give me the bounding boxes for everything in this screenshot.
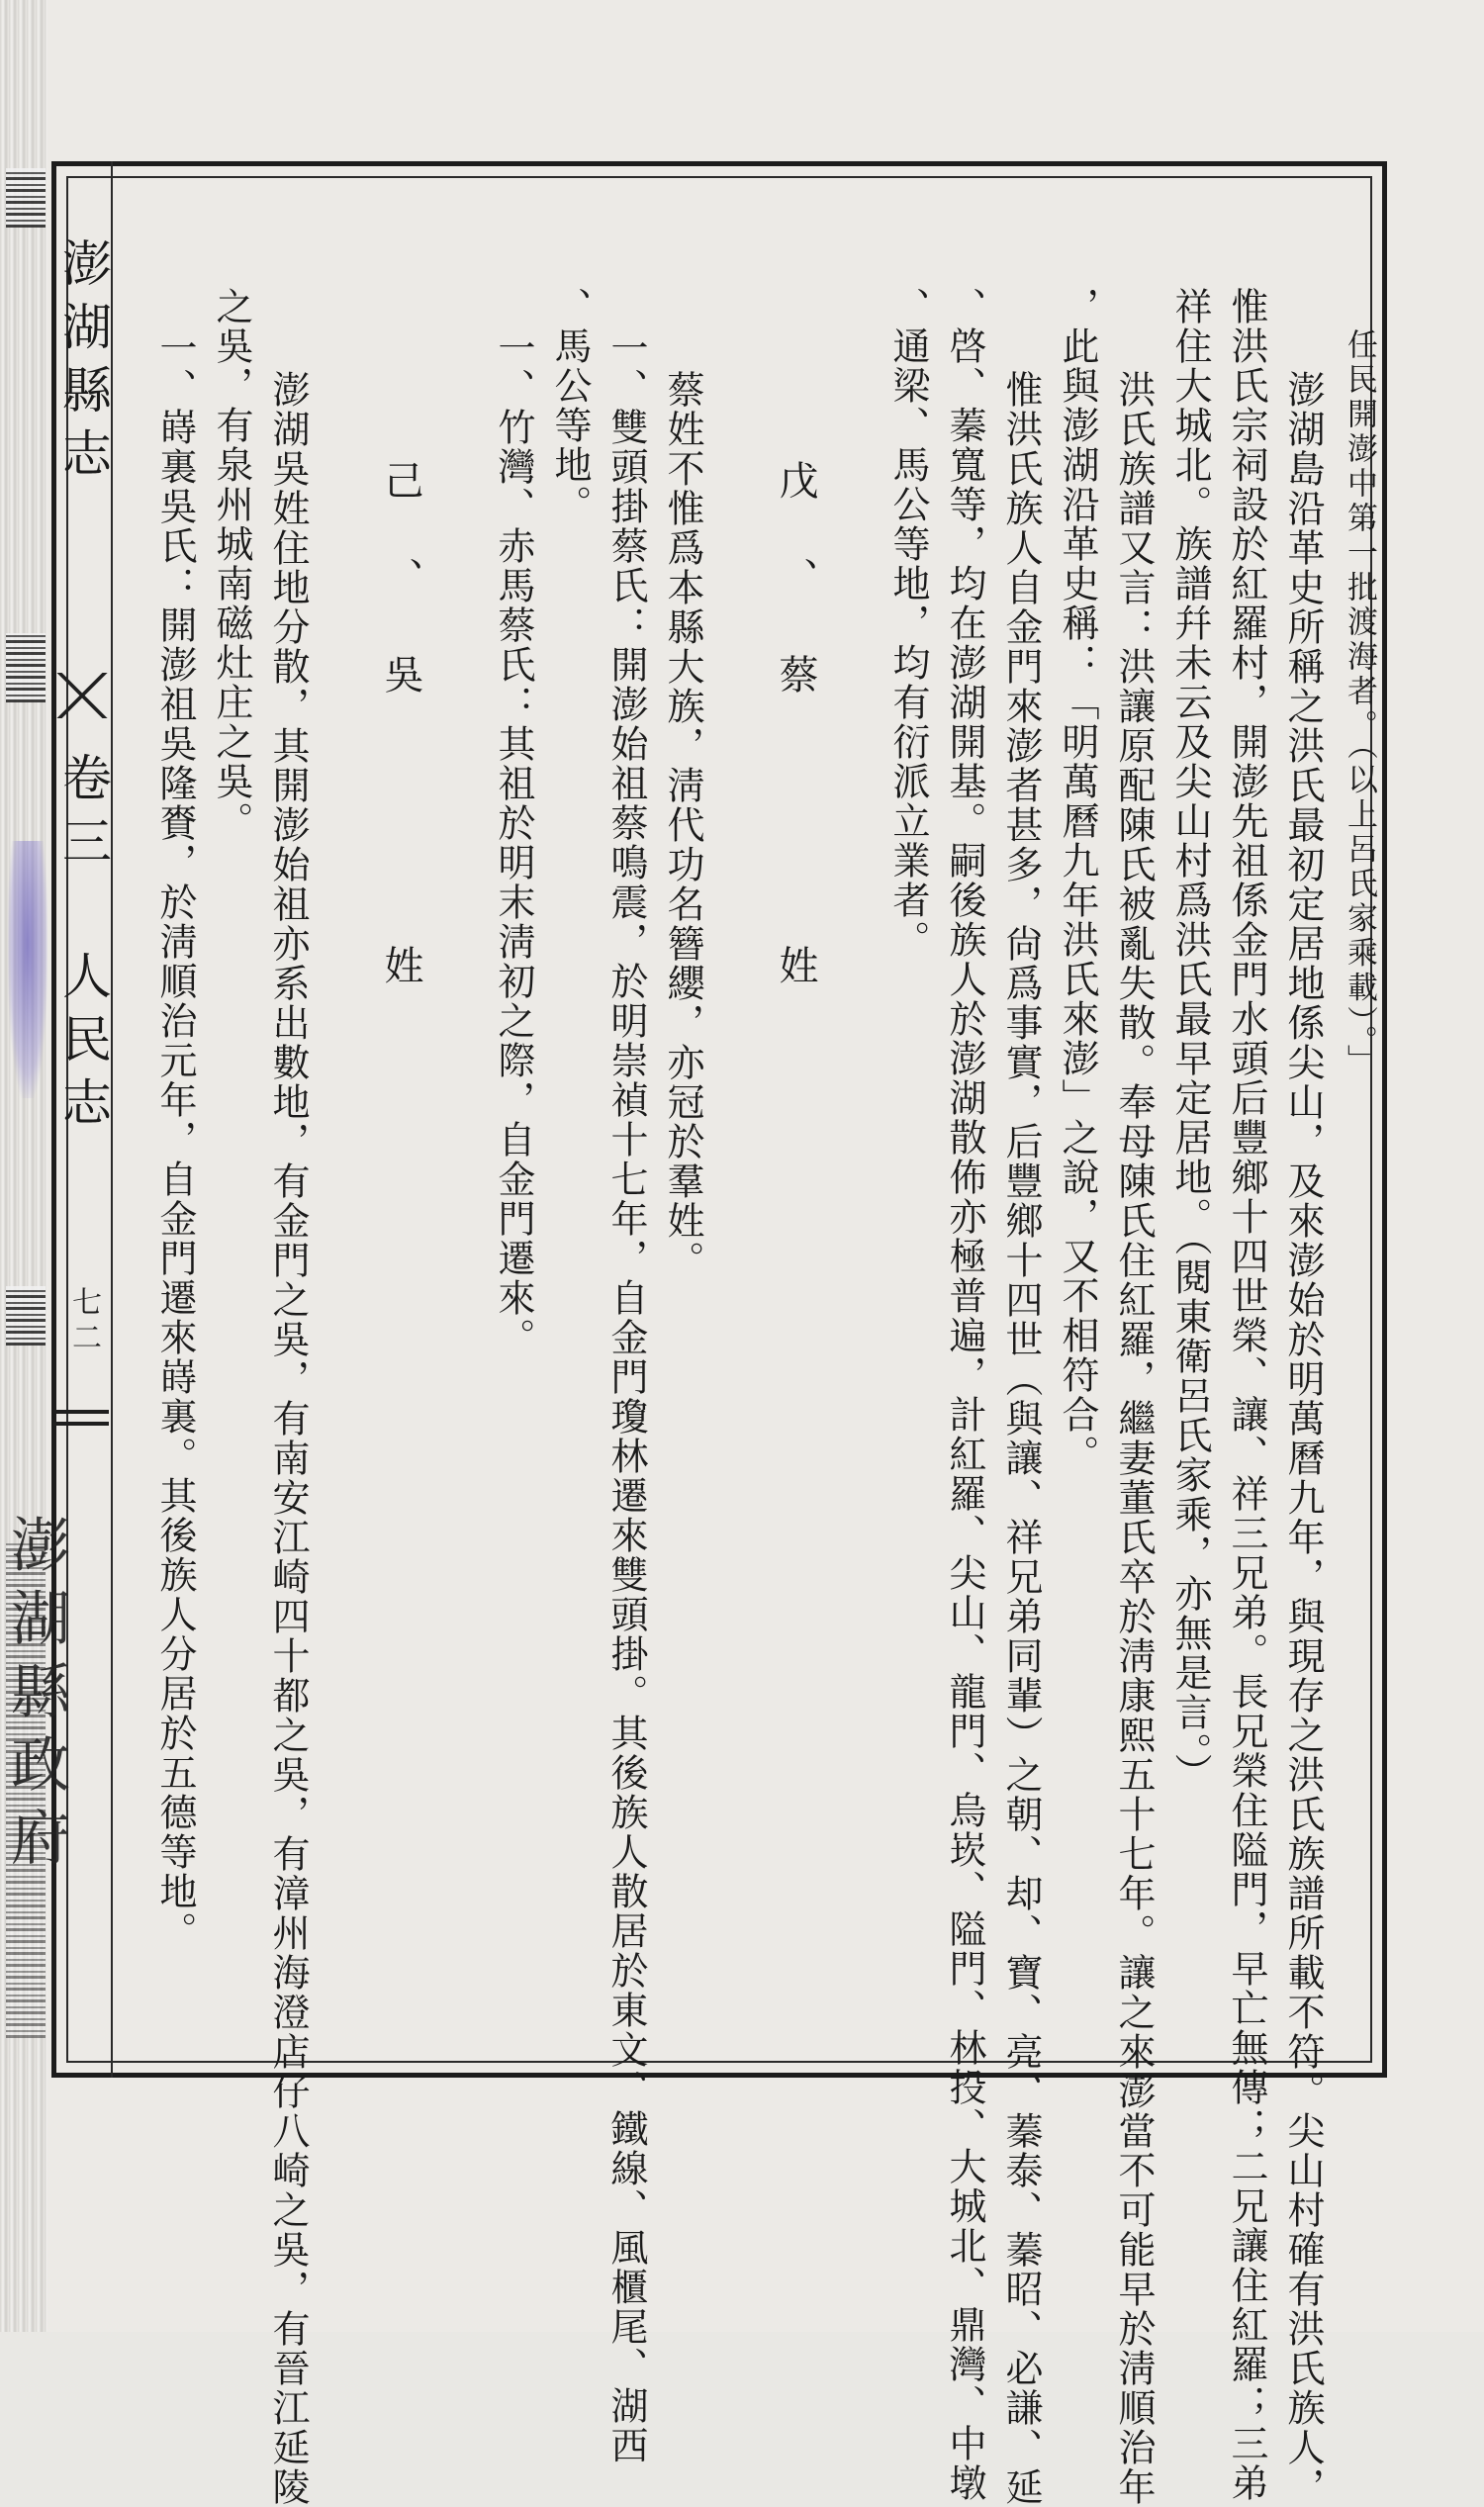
section-heading: 戊、蔡 姓: [773, 460, 818, 1042]
text-column: 任民開澎中第一批渡海者。（以上呂氏家乘載）。」: [1342, 328, 1377, 1079]
column-spacer: [710, 287, 767, 2068]
text-column: 一、雙頭掛蔡氏：開澎始祖蔡鳴震，於明崇禎十七年，自金門瓊林遷來雙頭掛。其後族人散居於東文、鐵線、風櫃尾、湖西: [604, 328, 648, 2465]
margin-rule: [53, 1422, 109, 1426]
text-column: 一、嵵裏吳氏：開澎祖吳隆賚，於淸順治元年，自金門遷來嵵裏。其後族人分居於五德等地。: [153, 328, 197, 1951]
text-column: 洪氏族譜又言：洪讓原配陳氏被亂失散。奉母陳氏住紅羅，繼妻董氏卒於淸康熙五十七年。讓之來澎當不可能早於淸順治年: [1112, 370, 1156, 2507]
binding-mark: [6, 633, 46, 702]
text-column: 一、竹灣、赤馬蔡氏：其祖於明末淸初之際，自金門遷來。: [492, 328, 535, 1357]
text-column: 惟洪氏族人自金門來澎者甚多，尙爲事實，后豐鄉十四世（與讓、祥兄弟同輩）之朝、却、寶、亮、蓁泰、蓁昭、必謙、延: [999, 370, 1043, 2507]
ink-smudge: [8, 841, 47, 1098]
outer-edge-title: 澎湖縣政府: [1, 1514, 70, 1880]
text-column: 、通梁、馬公等地，均有衍派立業者。: [886, 287, 930, 960]
page-number: 七二: [66, 1286, 101, 1357]
text-column: 惟洪氏宗祠設於紅羅村，開澎先祖係金門水頭后豐鄉十四世榮、讓、祥三兄弟。長兄榮住隘門，早亡無傳；二兄讓住紅羅；三弟: [1225, 287, 1268, 2503]
text-column: ，此與澎湖沿革史稱：「明萬曆九年洪氏來澎」之說，又不相符合。: [1056, 287, 1099, 1474]
binding-mark: [6, 168, 46, 228]
text-column: 之吳，有泉州城南磁灶庄之吳。: [210, 287, 253, 841]
text-column: 祥住大城北。族譜幷未云及尖山村爲洪氏最早定居地。（閱東衛呂氏家乘，亦無是言。）: [1168, 287, 1212, 1793]
margin-rule: [53, 1410, 109, 1414]
text-column: 澎湖吳姓住地分散，其開澎始祖亦系出數地，有金門之吳，有南安江崎四十都之吳，有漳州海澄店仔八崎之吳，有晉江延陵: [266, 370, 310, 2507]
column-spacer: [428, 287, 485, 2068]
text-column: 澎湖島沿革史所稱之洪氏最初定居地係尖山，及來澎始於明萬曆九年，與現存之洪氏族譜所載不符。尖山村確有洪氏族人，: [1281, 370, 1325, 2507]
section-heading: 己、吳 姓: [378, 460, 423, 1042]
fishtail-mark: [53, 673, 109, 718]
text-column: 、馬公等地。: [548, 287, 592, 524]
binding-mark: [6, 1286, 46, 1346]
column-spacer: [823, 287, 880, 2068]
volume-title: 卷三 人民志: [54, 752, 112, 1140]
text-column: 蔡姓不惟爲本縣大族，淸代功名簪纓，亦冠於羣姓。: [661, 370, 704, 1280]
book-title: 澎湖縣志: [54, 237, 112, 491]
body-text: [146, 287, 1387, 2507]
column-spacer: [316, 287, 372, 2068]
text-column: 、啓、蓁寬等，均在澎湖開基。嗣後族人於澎湖散佈亦極普遍，計紅羅、尖山、龍門、烏崁、隘門、林投、大城北、鼎灣、中墩: [943, 287, 986, 2503]
